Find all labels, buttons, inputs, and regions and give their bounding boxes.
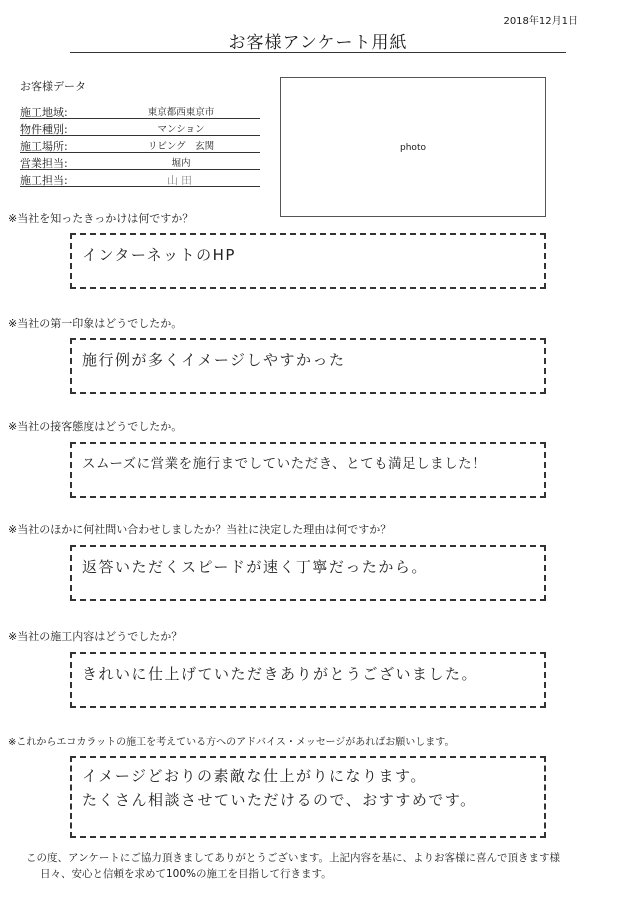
question-5: ※当社の施工内容はどうでしたか？ <box>8 630 183 643</box>
answer-text <box>82 452 536 476</box>
answer-box-1 <box>70 233 546 289</box>
footer-message <box>26 850 616 882</box>
footer-line: 日々、安心と信頼を求めて100%の施工を目指して行きます。 <box>40 868 332 880</box>
answer-box-4 <box>70 545 546 601</box>
info-row-installer <box>20 170 260 187</box>
info-label: 営業担当: <box>20 157 68 170</box>
survey-date: 2018年12月1日 <box>503 16 578 27</box>
customer-info-table <box>20 102 260 187</box>
info-row-area <box>20 102 260 119</box>
answer-text <box>82 243 536 267</box>
info-value-handwritten: 山田 <box>167 174 195 187</box>
answer-line: 施行例が多くイメージしやすかった <box>82 351 346 369</box>
answer-line: イメージどおりの素敵な仕上がりになります。 <box>82 767 427 785</box>
info-value: マンション <box>157 124 205 135</box>
answer-text <box>82 348 536 372</box>
photo-placeholder <box>280 77 546 217</box>
answer-box-3 <box>70 442 546 498</box>
info-value: リビング 玄関 <box>147 141 215 152</box>
info-label: 施工担当: <box>20 174 68 187</box>
page-title: お客様アンケート用紙 <box>228 33 408 53</box>
footer-line: この度、アンケートにご協力頂きましてありがとうございます。上記内容を基に、よりお客様に喜んで頂きます様 <box>26 852 561 864</box>
info-row-sales-rep <box>20 153 260 170</box>
info-value: 堀内 <box>171 158 191 169</box>
answer-text <box>82 555 536 579</box>
answer-line: 返答いただくスピードが速く丁寧だったから。 <box>82 558 428 576</box>
info-row-location <box>20 136 260 153</box>
answer-box-5 <box>70 652 546 708</box>
info-label: 物件種別: <box>20 123 68 136</box>
answer-line: インターネットのHP <box>82 246 236 264</box>
answer-line: きれいに仕上げていただきありがとうございました。 <box>82 665 479 683</box>
question-4: ※当社のほかに何社問い合わせしましたか？当社に決定した理由は何ですか？ <box>8 523 392 536</box>
title-underline <box>70 52 566 53</box>
question-1: ※当社を知ったきっかけは何ですか？ <box>8 212 194 225</box>
customer-data-heading: お客様データ <box>20 80 86 93</box>
question-2: ※当社の第一印象はどうでしたか。 <box>8 317 183 330</box>
answer-box-2 <box>70 338 546 394</box>
question-3: ※当社の接客態度はどうでしたか。 <box>8 420 183 433</box>
answer-line: スムーズに営業を施行までしていただき、とても満足しました！ <box>82 456 487 472</box>
info-label: 施工地域: <box>20 106 68 119</box>
photo-label: photo <box>400 143 426 153</box>
answer-box-6 <box>70 756 546 838</box>
answer-line: たくさん相談させていただけるので、おすすめです。 <box>82 791 477 809</box>
info-value: 東京都西東京市 <box>147 107 215 118</box>
info-label: 施工場所: <box>20 140 68 153</box>
answer-text <box>82 764 536 812</box>
question-6: ※これからエコカラットの施工を考えている方へのアドバイス・メッセージがあればお願いします。 <box>8 737 455 748</box>
info-row-property-type <box>20 119 260 136</box>
answer-text <box>82 662 536 686</box>
